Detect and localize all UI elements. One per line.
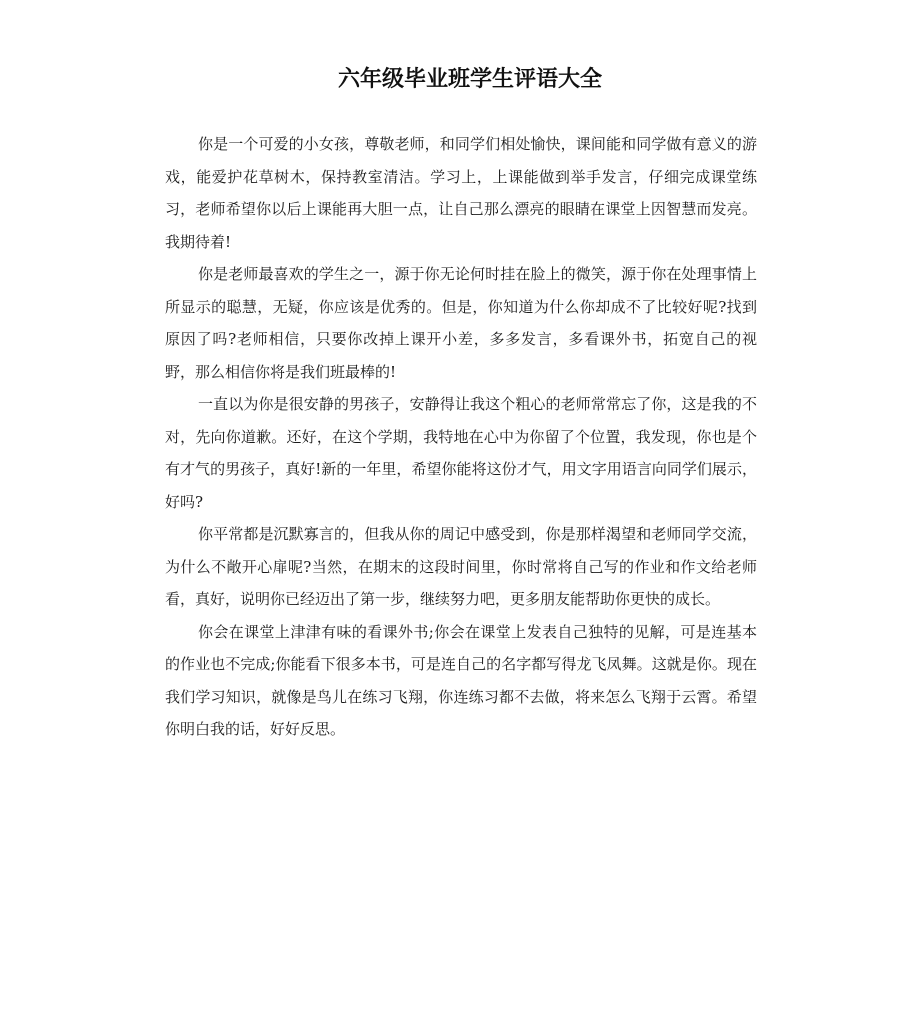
document-title: 六年级毕业班学生评语大全 [337, 67, 602, 92]
paragraph-2: 你是老师最喜欢的学生之一，源于你无论何时挂在脸上的微笑，源于你在处理事情上所显示的聪慧，无疑，你应该是优秀的。但是，你知道为什么你却成不了比较好呢?找到原因了吗?老师相信，只要你改掉上课开小差，多多发言，多看课外书，拓宽自己的视野，那么相信你将是我们班最棒的! [165, 265, 757, 381]
paragraph-1: 你是一个可爱的小女孩，尊敬老师，和同学们相处愉快，课间能和同学做有意义的游戏，能爱护花草树木，保持教室清洁。学习上，上课能做到举手发言，仔细完成课堂练习，老师希望你以后上课能再大胆一点，让自己那么漂亮的眼睛在课堂上因智慧而发亮。我期待着! [165, 135, 757, 251]
paragraph-3: 一直以为你是很安静的男孩子，安静得让我这个粗心的老师常常忘了你，这是我的不对，先向你道歉。还好，在这个学期，我特地在心中为你留了个位置，我发现，你也是个有才气的男孩子，真好!新的一年里，希望你能将这份才气，用文字用语言向同学们展示，好吗? [165, 395, 757, 511]
document-body [165, 128, 757, 746]
paragraph-4: 你平常都是沉默寡言的，但我从你的周记中感受到，你是那样渴望和老师同学交流，为什么不敞开心扉呢?当然，在期末的这段时间里，你时常将自己写的作业和作文给老师看，真好，说明你已经迈出了第一步，继续努力吧，更多朋友能帮助你更快的成长。 [165, 525, 757, 608]
paragraph-5: 你会在课堂上津津有味的看课外书;你会在课堂上发表自己独特的见解，可是连基本的作业也不完成;你能看下很多本书，可是连自己的名字都写得龙飞凤舞。这就是你。现在我们学习知识，就像是鸟儿在练习飞翔，你连练习都不去做，将来怎么飞翔于云霄。希望你明白我的话，好好反思。 [165, 622, 757, 738]
